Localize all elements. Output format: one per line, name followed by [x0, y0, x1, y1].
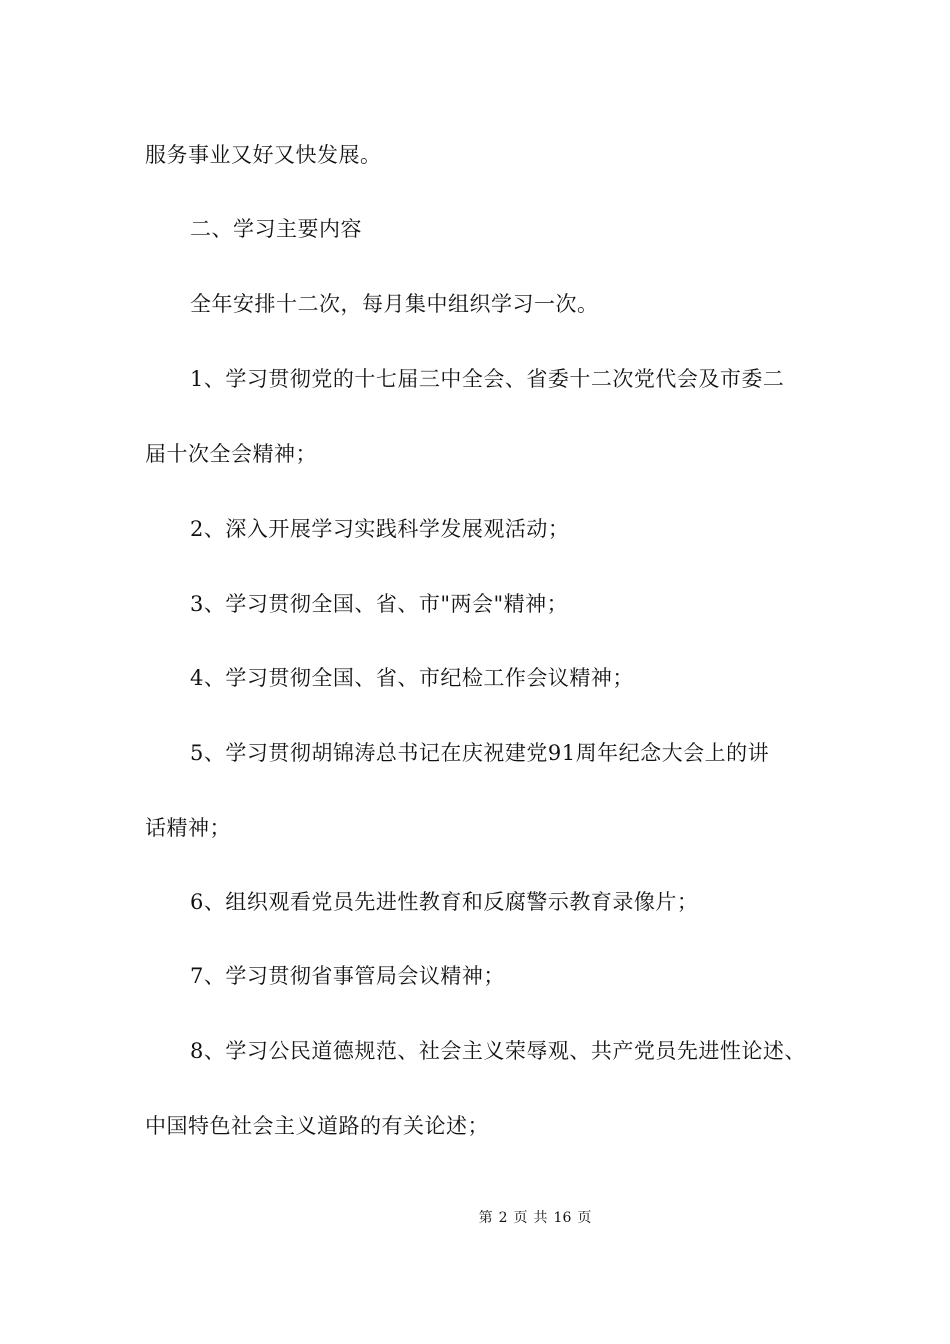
footer-page-unit: 页	[513, 1210, 528, 1226]
list-item-1: 1、学习贯彻党的十七届三中全会、省委十二次党代会及市委二	[190, 367, 785, 391]
list-item-3: 3、学习贯彻全国、省、市"两会"精神；	[190, 592, 569, 616]
footer-total-unit: 页	[577, 1210, 592, 1226]
section-heading: 二、学习主要内容	[190, 217, 362, 241]
list-item-8: 8、学习公民道德规范、社会主义荣辱观、共产党员先进性论述、	[190, 1039, 806, 1063]
text-line-continuation: 服务事业又好又快发展。	[145, 143, 382, 167]
list-item-6: 6、组织观看党员先进性教育和反腐警示教育录像片；	[190, 890, 699, 914]
footer-prefix: 第	[478, 1210, 493, 1226]
list-item-5: 5、学习贯彻胡锦涛总书记在庆祝建党91周年纪念大会上的讲	[190, 741, 770, 765]
list-item-2: 2、深入开展学习实践科学发展观活动；	[190, 517, 570, 541]
paragraph: 全年安排十二次，每月集中组织学习一次。	[190, 292, 599, 316]
list-item-1-continuation: 届十次全会精神；	[145, 442, 317, 466]
page-footer	[0, 1208, 950, 1228]
list-item-4: 4、学习贯彻全国、省、市纪检工作会议精神；	[190, 666, 634, 690]
list-item-8-continuation: 中国特色社会主义道路的有关论述；	[145, 1114, 489, 1138]
list-item-5-continuation: 话精神；	[145, 816, 231, 840]
footer-total-pages: 16	[553, 1210, 572, 1226]
footer-total-prefix: 共	[533, 1210, 548, 1226]
footer-current-page: 2	[498, 1210, 508, 1226]
list-item-7: 7、学习贯彻省事管局会议精神；	[190, 964, 505, 988]
